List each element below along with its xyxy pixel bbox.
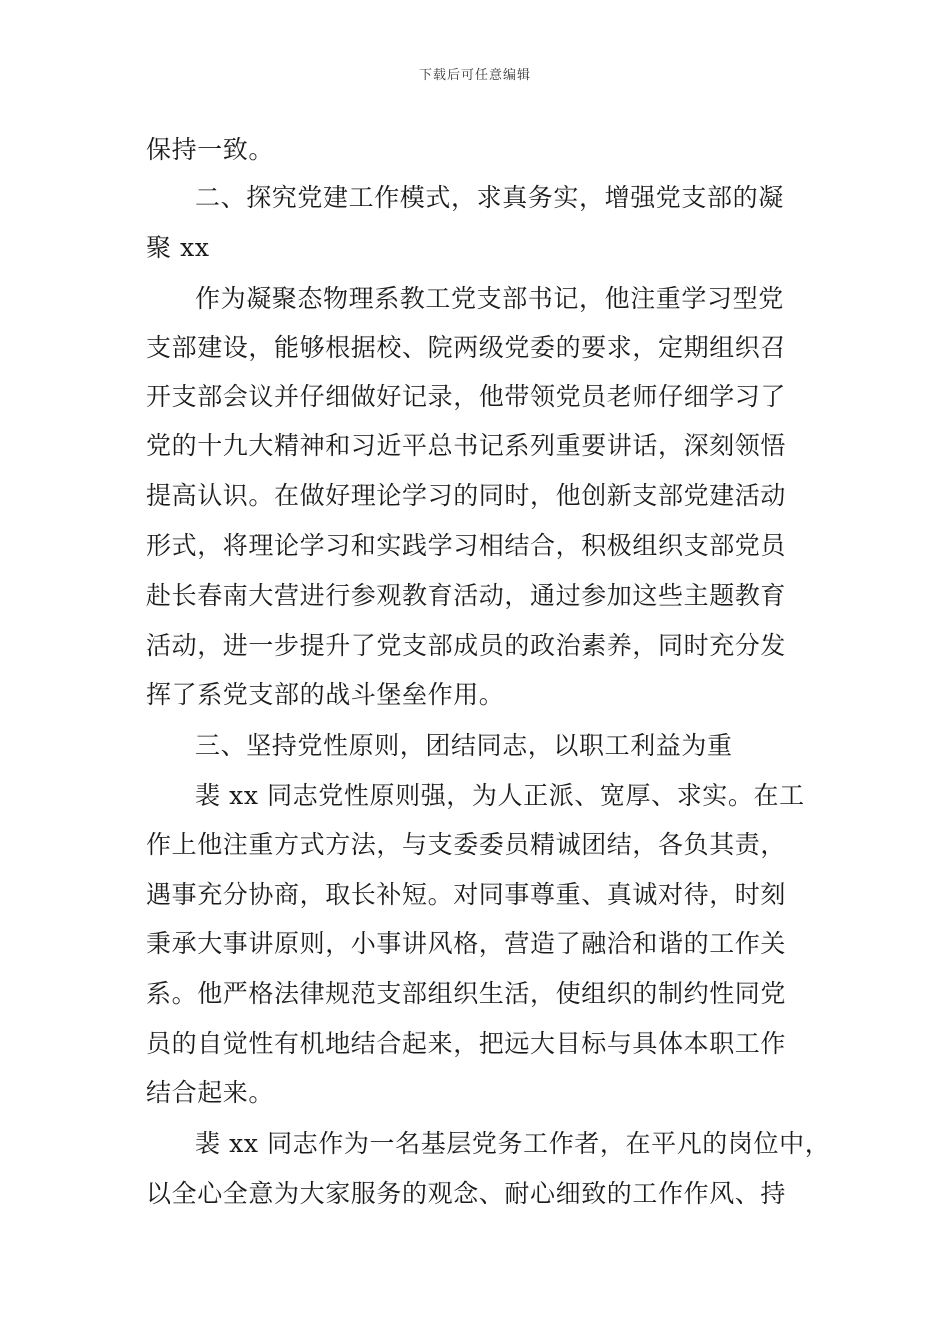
page-header: 下载后可任意编辑 [418, 68, 531, 83]
text-line: 遇事充分协商，取长补短。对同事尊重、真诚对待，时刻 [146, 880, 787, 909]
text-line: 作上他注重方式方法，与支委委员精诚团结，各负其责， [146, 830, 787, 859]
text-line: 结合起来。 [146, 1078, 275, 1107]
text-line: 支部建设，能够根据校、院两级党委的要求，定期组织召 [146, 333, 787, 362]
text-line: 党的十九大精神和习近平总书记系列重要讲话，深刻领悟 [146, 431, 787, 460]
section-heading: 二、探究党建工作模式，求真务实，增强党支部的凝 [195, 183, 784, 212]
text-line: 员的自觉性有机地结合起来，把远大目标与具体本职工作 [146, 1029, 787, 1058]
text-line: 秉承大事讲原则，小事讲风格，营造了融洽和谐的工作关 [146, 929, 787, 958]
text-line: 赴长春南大营进行参观教育活动，通过参加这些主题教育 [146, 581, 787, 610]
section-heading-cont: 聚 xx [146, 233, 210, 262]
text-line: 形式，将理论学习和实践学习相结合，积极组织支部党员 [146, 531, 787, 560]
text-line: 保持一致。 [146, 135, 275, 164]
section-heading: 三、坚持党性原则，团结同志，以职工利益为重 [195, 731, 733, 760]
text-line: 裴 xx 同志党性原则强，为人正派、宽厚、求实。在工 [195, 781, 805, 810]
text-line: 开支部会议并仔细做好记录，他带领党员老师仔细学习了 [146, 382, 787, 411]
text-line: 以全心全意为大家服务的观念、耐心细致的工作作风、持 [146, 1179, 787, 1208]
text-line: 系。他严格法律规范支部组织生活，使组织的制约性同党 [146, 979, 787, 1008]
text-line: 挥了系党支部的战斗堡垒作用。 [146, 680, 505, 709]
text-line: 提高认识。在做好理论学习的同时，他创新支部党建活动 [146, 481, 787, 510]
text-line: 活动，进一步提升了党支部成员的政治素养，同时充分发 [146, 631, 787, 660]
text-line: 裴 xx 同志作为一名基层党务工作者，在平凡的岗位中， [195, 1129, 831, 1158]
text-line: 作为凝聚态物理系教工党支部书记，他注重学习型党 [195, 284, 784, 313]
